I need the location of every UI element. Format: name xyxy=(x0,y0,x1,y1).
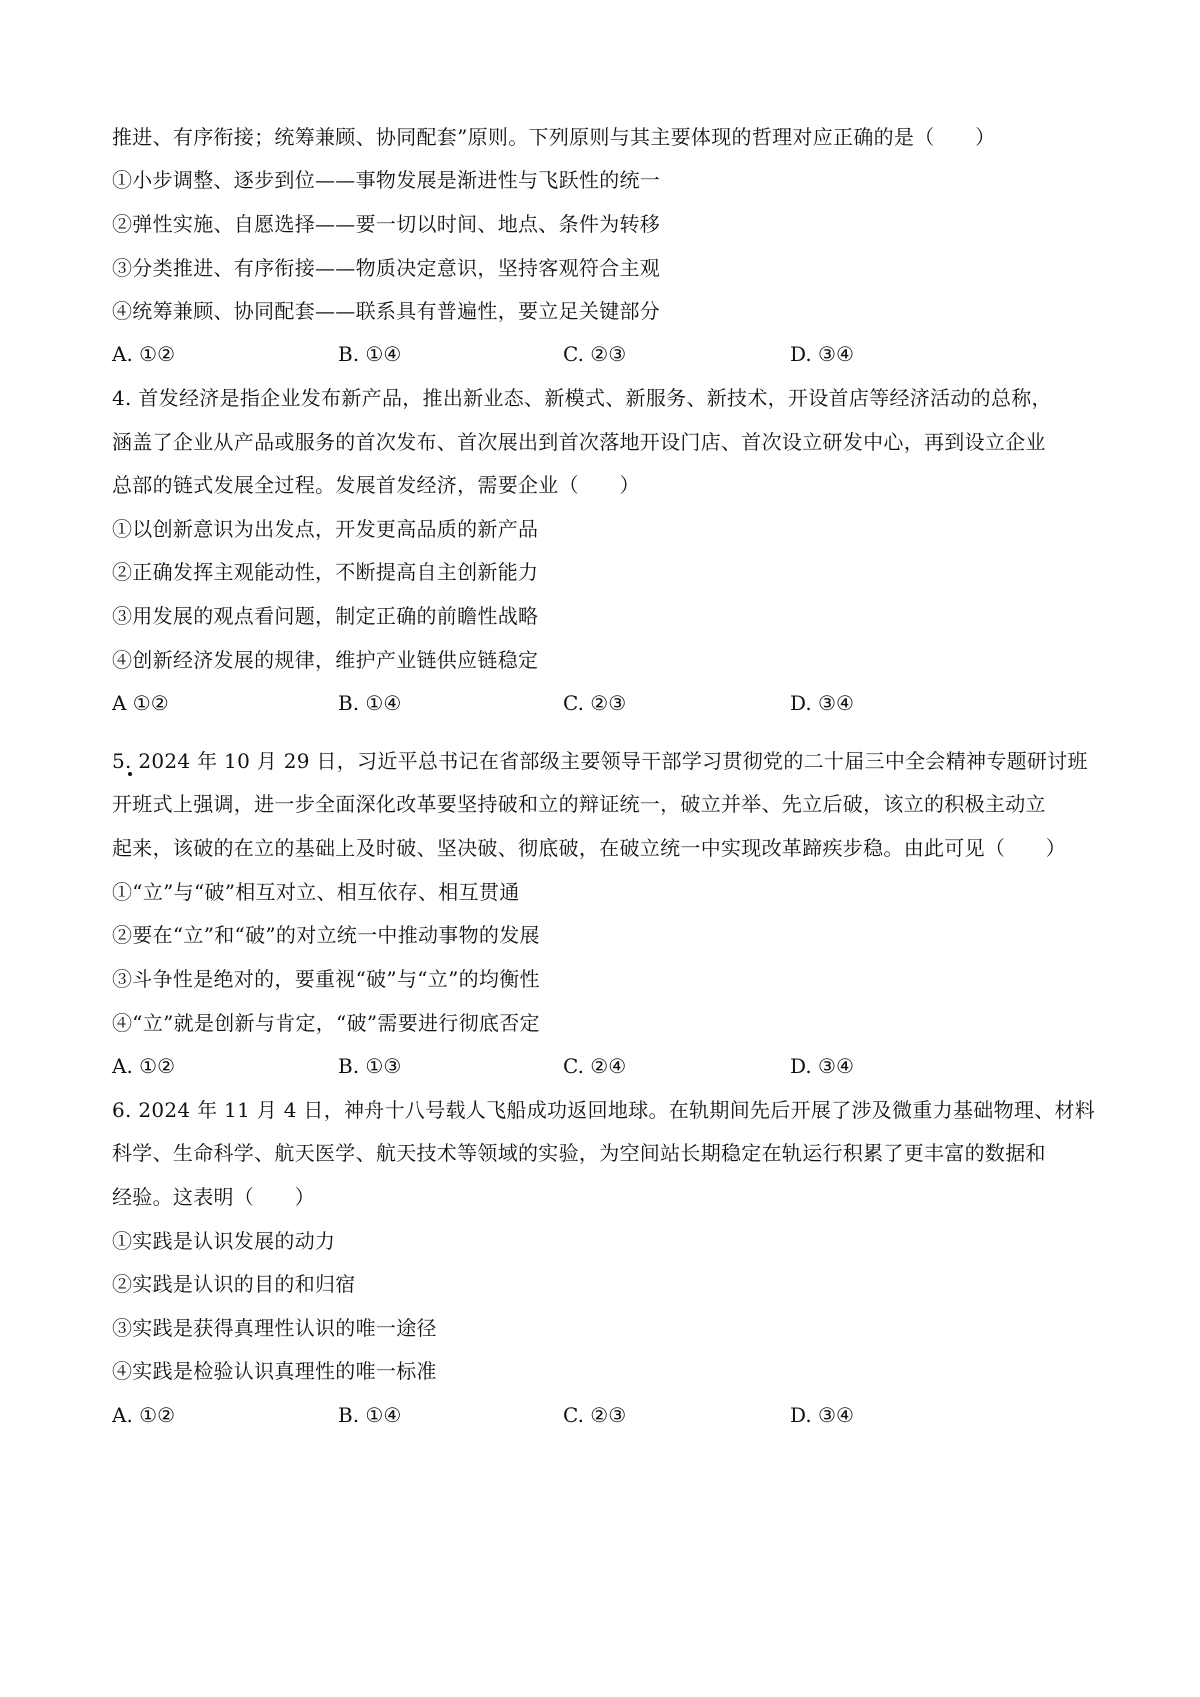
q4-item-4: ④创新经济发展的规律，维护产业链供应链稳定 xyxy=(112,648,539,672)
q6-item-3: ③实践是获得真理性认识的唯一途径 xyxy=(112,1316,437,1340)
q4-option-c: C. ②③ xyxy=(563,691,627,715)
q4-item-3: ③用发展的观点看问题，制定正确的前瞻性战略 xyxy=(112,604,539,628)
q3-option-a: A. ①② xyxy=(112,342,176,366)
q5-stem-line-2: 开班式上强调，进一步全面深化改革要坚持破和立的辩证统一，破立并举、先立后破，该立的积极主动立 xyxy=(112,792,1046,816)
q4-option-b: B. ①④ xyxy=(338,691,402,715)
q4-option-d: D. ③④ xyxy=(790,691,854,715)
q3-item-3: ③分类推进、有序衔接——物质决定意识，坚持客观符合主观 xyxy=(112,256,661,280)
q3-item-4: ④统筹兼顾、协同配套——联系具有普遍性，要立足关键部分 xyxy=(112,299,661,323)
q6-stem-line-2: 科学、生命科学、航天医学、航天技术等领域的实验，为空间站长期稳定在轨运行积累了更丰富的数据和 xyxy=(112,1141,1046,1165)
q4-item-1: ①以创新意识为出发点，开发更高品质的新产品 xyxy=(112,517,539,541)
q5-option-b: B. ①③ xyxy=(338,1054,402,1078)
q5-option-c: C. ②④ xyxy=(563,1054,627,1078)
q4-stem-line-1: 4. 首发经济是指企业发布新产品，推出新业态、新模式、新服务、新技术，开设首店等经济活动的总称， xyxy=(112,386,1052,410)
q5-option-d: D. ③④ xyxy=(790,1054,854,1078)
q5-stem-line-3: 起来，该破的在立的基础上及时破、坚决破、彻底破，在破立统一中实现改革蹄疾步稳。由此可见（ ） xyxy=(112,836,1067,860)
q4-stem-line-2: 涵盖了企业从产品或服务的首次发布、首次展出到首次落地开设门店、首次设立研发中心，再到设立企业 xyxy=(112,430,1046,454)
q5-item-1: ①“立”与“破”相互对立、相互依存、相互贯通 xyxy=(112,880,520,904)
q5-stem-line-1: 5. 2024 年 10 月 29 日，习近平总书记在省部级主要领导干部学习贯彻党的二十届三中全会精神专题研讨班 xyxy=(112,749,1088,773)
q5-item-2: ②要在“立”和“破”的对立统一中推动事物的发展 xyxy=(112,923,540,947)
q6-stem-line-3: 经验。这表明（ ） xyxy=(112,1185,315,1209)
q3-stem-tail: 推进、有序衔接；统筹兼顾、协同配套”原则。下列原则与其主要体现的哲理对应正确的是（ ） xyxy=(112,125,996,149)
q6-item-1: ①实践是认识发展的动力 xyxy=(112,1229,336,1253)
q6-option-d: D. ③④ xyxy=(790,1403,854,1427)
q3-option-b: B. ①④ xyxy=(338,342,402,366)
q6-option-b: B. ①④ xyxy=(338,1403,402,1427)
q4-stem-line-3: 总部的链式发展全过程。发展首发经济，需要企业（ ） xyxy=(112,473,640,497)
q4-item-2: ②正确发挥主观能动性，不断提高自主创新能力 xyxy=(112,560,539,584)
q6-option-a: A. ①② xyxy=(112,1403,176,1427)
q5-option-a: A. ①② xyxy=(112,1054,176,1078)
q6-item-2: ②实践是认识的目的和归宿 xyxy=(112,1272,356,1296)
q3-item-1: ①小步调整、逐步到位——事物发展是渐进性与飞跃性的统一 xyxy=(112,168,661,192)
q3-option-c: C. ②③ xyxy=(563,342,627,366)
q3-item-2: ②弹性实施、自愿选择——要一切以时间、地点、条件为转移 xyxy=(112,212,661,236)
q6-item-4: ④实践是检验认识真理性的唯一标准 xyxy=(112,1359,437,1383)
q4-option-a: A ①② xyxy=(112,691,169,715)
q5-item-3: ③斗争性是绝对的，要重视“破”与“立”的均衡性 xyxy=(112,967,540,991)
q5-item-4: ④“立”就是创新与肯定，“破”需要进行彻底否定 xyxy=(112,1011,540,1035)
q6-stem-line-1: 6. 2024 年 11 月 4 日，神舟十八号载人飞船成功返回地球。在轨期间先后开展了涉及微重力基础物理、材料 xyxy=(112,1098,1096,1122)
q3-option-d: D. ③④ xyxy=(790,342,854,366)
q6-option-c: C. ②③ xyxy=(563,1403,627,1427)
